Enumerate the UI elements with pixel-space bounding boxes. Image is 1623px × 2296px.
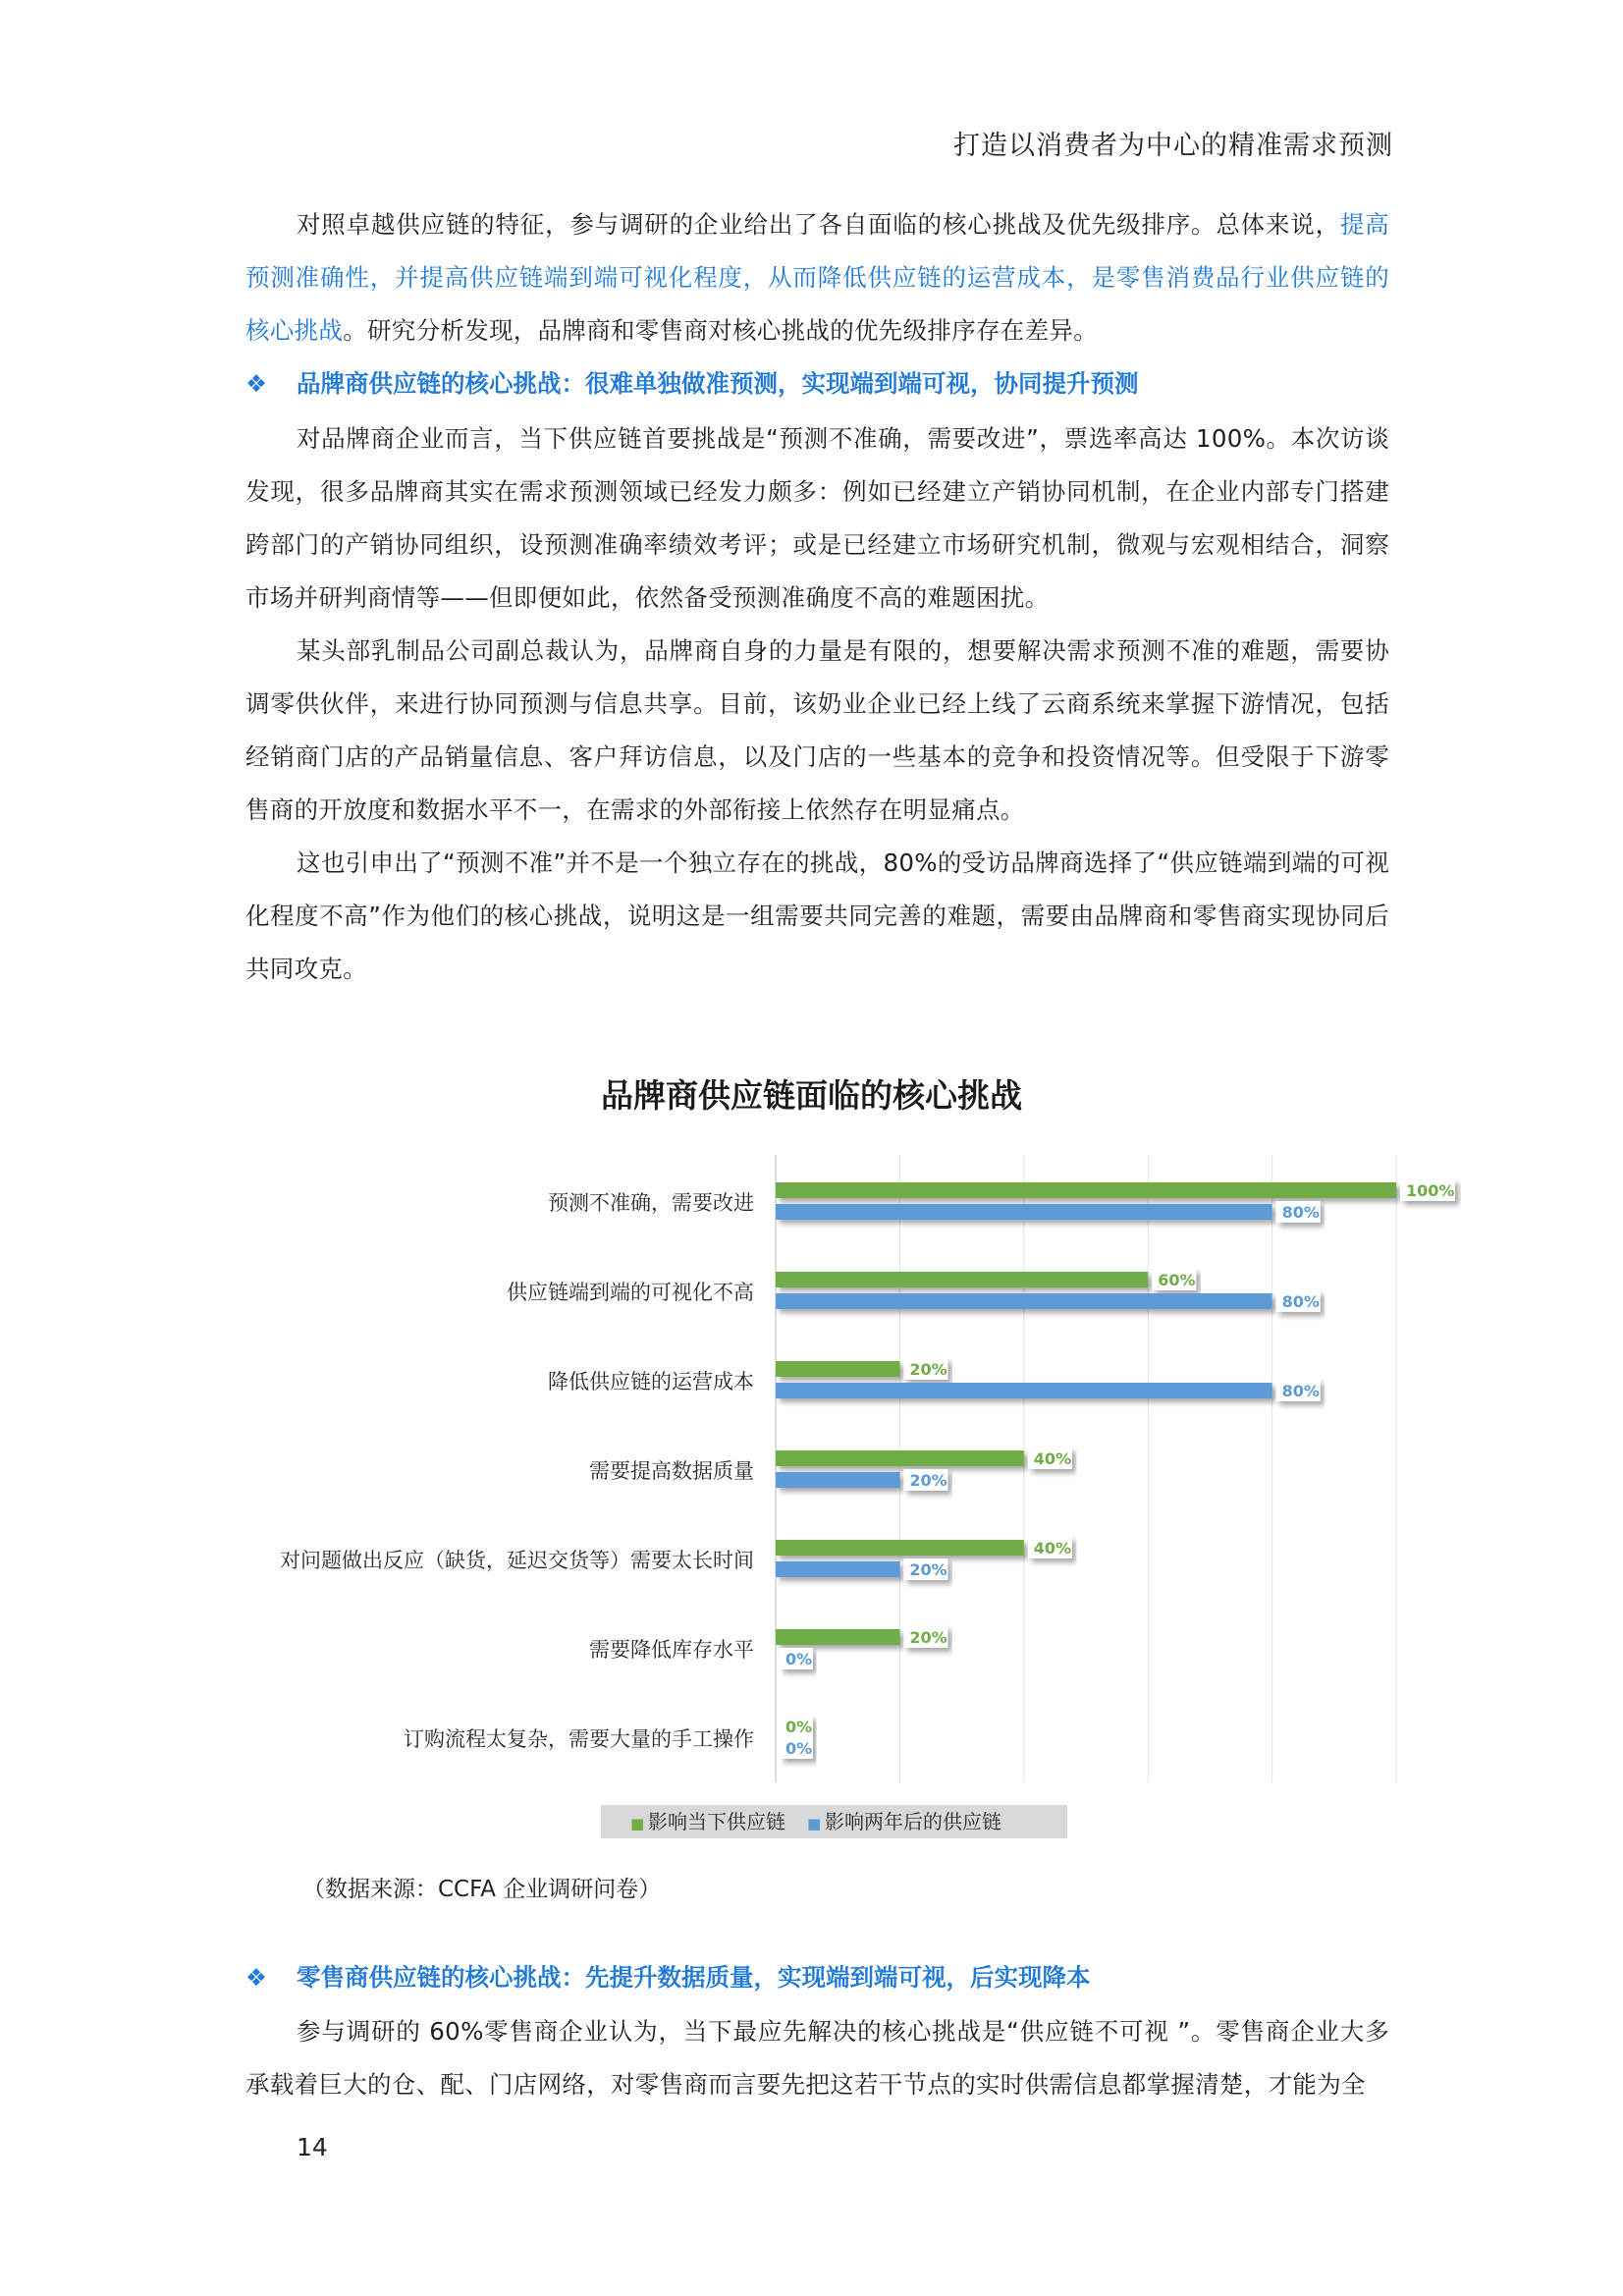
bar-two-years xyxy=(776,1561,899,1577)
diamond-bullet-icon: ❖ xyxy=(245,1963,267,1992)
data-label: 80% xyxy=(1281,1382,1320,1400)
section-heading-retail xyxy=(245,1951,1389,2004)
bar-current xyxy=(776,1450,1024,1466)
data-label: 80% xyxy=(1281,1292,1320,1311)
running-header-title: 打造以消费者为中心的精准需求预测 xyxy=(953,131,1393,161)
brand-paragraph-2: 某头部乳制品公司副总裁认为，品牌商自身的力量是有限的，想要解决需求预测不准的难题，需要协调零供伙伴，来进行协同预测与信息共享。目前，该奶业企业已经上线了云商系统来掌握下游情况，包括经销商门店的产品销量信息、客户拜访信息，以及门店的一些基本的竞争和投资情况等。但受限于下游零售商的开放度和数据水平不一，在需求的外部衔接上依然存在明显痛点。 xyxy=(245,636,1389,824)
bar-current xyxy=(776,1629,899,1645)
category-label: 预测不准确，需要改进 xyxy=(548,1191,754,1215)
retail-paragraph: 参与调研的 60%零售商企业认为，当下最应先解决的核心挑战是“供应链不可视 ”。零售商企业大多承载着巨大的仓、配、门店网络，对零售商而言要先把这若干节点的实时供需信息都掌握清楚，才能为全 xyxy=(245,2017,1389,2099)
section-heading-brand-text: 品牌商供应链的核心挑战：很难单独做准预测，实现端到端可视，协同提升预测 xyxy=(297,369,1139,398)
brand-paragraph-3: 这也引申出了“预测不准”并不是一个独立存在的挑战，80%的受访品牌商选择了“供应链端到端的可视化程度不高”作为他们的核心挑战，说明这是一组需要共同完善的难题，需要由品牌商和零售商实现协同后共同攻克。 xyxy=(245,848,1389,983)
bar-current xyxy=(776,1182,1396,1198)
retail-paragraph-block xyxy=(245,2005,1389,2111)
bar-two-years xyxy=(776,1293,1272,1309)
bar-two-years xyxy=(776,1383,1272,1398)
bar-current xyxy=(776,1272,1148,1287)
chart-gridlines xyxy=(776,1155,1396,1782)
chart-bars xyxy=(776,1179,1455,1759)
intro-text-after: 。研究分析发现，品牌商和零售商对核心挑战的优先级排序存在差异。 xyxy=(343,316,1098,345)
section-heading-retail-text: 零售商供应链的核心挑战：先提升数据质量，实现端到端可视，后实现降本 xyxy=(297,1963,1091,1992)
category-labels xyxy=(280,1191,754,1752)
bar-current xyxy=(776,1361,899,1377)
category-label: 对问题做出反应（缺货，延迟交货等）需要太长时间 xyxy=(280,1549,754,1572)
intro-text-before: 对照卓越供应链的特征，参与调研的企业给出了各自面临的核心挑战及优先级排序。总体来说， xyxy=(297,210,1340,239)
data-label: 20% xyxy=(909,1560,947,1579)
data-label: 20% xyxy=(909,1471,947,1490)
data-label: 80% xyxy=(1281,1203,1320,1222)
legend-marker-icon: ■ xyxy=(630,1815,645,1832)
bar-two-years xyxy=(776,1472,899,1488)
data-label: 60% xyxy=(1158,1271,1196,1289)
data-label: 20% xyxy=(909,1628,947,1647)
data-source-note: （数据来源：CCFA 企业调研问卷） xyxy=(302,1877,662,1902)
data-label: 0% xyxy=(785,1650,813,1668)
chart-title: 品牌商供应链面临的核心挑战 xyxy=(601,1076,1022,1115)
category-label: 需要提高数据质量 xyxy=(589,1459,754,1483)
legend-label: 影响当下供应链 xyxy=(648,1810,785,1833)
category-label: 供应链端到端的可视化不高 xyxy=(507,1281,754,1304)
bar-two-years xyxy=(776,1204,1272,1220)
category-label: 降低供应链的运营成本 xyxy=(548,1370,754,1394)
data-label: 20% xyxy=(909,1360,947,1379)
chart-legend xyxy=(601,1805,1067,1838)
category-label: 订购流程太复杂，需要大量的手工操作 xyxy=(404,1727,754,1751)
data-label: 100% xyxy=(1406,1181,1455,1200)
brand-paragraph-1: 对品牌商企业而言，当下供应链首要挑战是“预测不准确，需要改进”，票选率高达 100%。本次访谈发现，很多品牌商其实在需求预测领域已经发力颇多：例如已经建立产销协同机制，在企业内部专门搭建跨部门的产销协同组织，设预测准确率绩效考评；或是已经建立市场研究机制，微观与宏观相结合，洞察市场并研判商情等——但即便如此，依然备受预测准确度不高的难题困扰。 xyxy=(245,424,1389,612)
diamond-bullet-icon: ❖ xyxy=(245,369,267,398)
category-label: 需要降低库存水平 xyxy=(589,1638,754,1662)
data-label: 40% xyxy=(1033,1449,1072,1468)
data-label: 0% xyxy=(785,1739,813,1758)
legend-marker-icon: ■ xyxy=(807,1815,822,1832)
legend-label: 影响两年后的供应链 xyxy=(825,1810,1001,1833)
data-label: 40% xyxy=(1033,1539,1072,1558)
intro-highlight-text: 提高预测准确性，并提高供应链端到端可视化程度，从而降低供应链的运营成本，是零售消费品行业供应链的核心挑战 xyxy=(245,210,1389,345)
data-label: 0% xyxy=(785,1718,813,1736)
bar-current xyxy=(776,1540,1024,1556)
page-number: 14 xyxy=(297,2133,328,2161)
